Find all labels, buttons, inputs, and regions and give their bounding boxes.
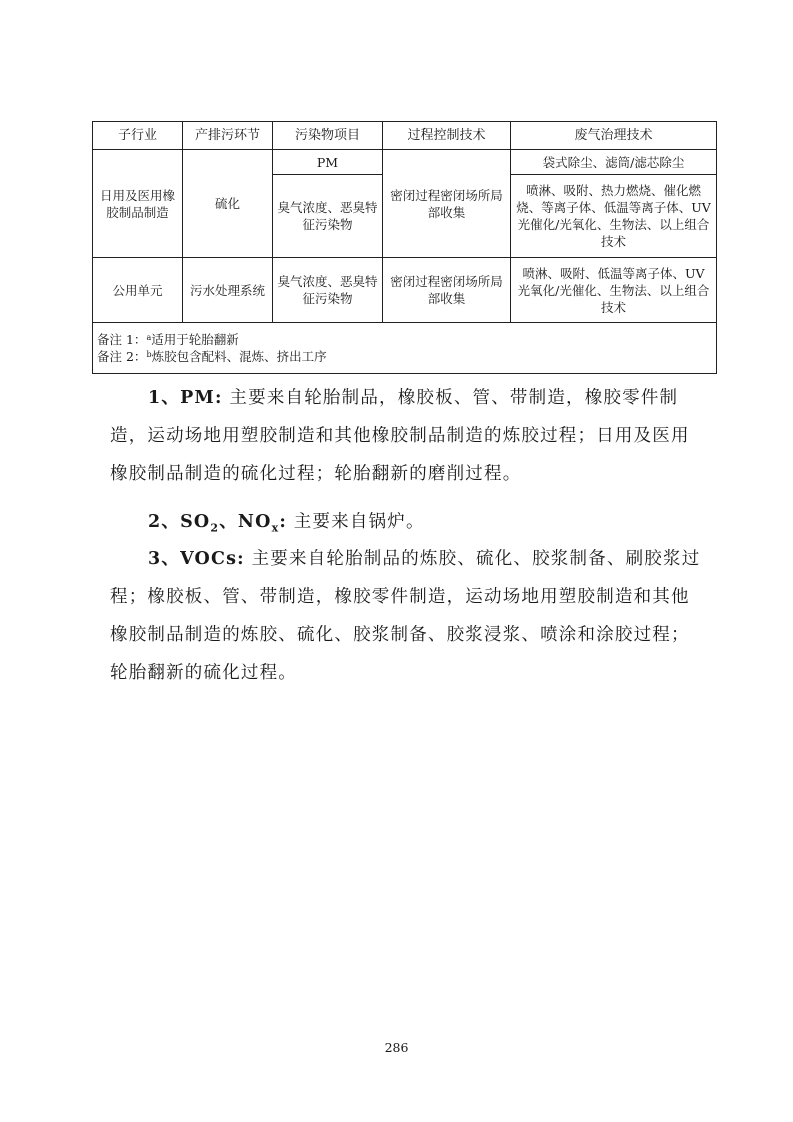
- cell-item: 臭气浓度、恶臭特征污染物: [273, 258, 383, 323]
- note-2-prefix: 备注 2：: [97, 349, 147, 364]
- cell-control: 密闭过程密闭场所局部收集: [383, 258, 511, 323]
- pollution-control-table: [92, 121, 717, 374]
- table-row: [93, 150, 717, 175]
- paragraph-vocs-label: 3、VOCs:: [148, 549, 245, 569]
- note-1-prefix: 备注 1：: [97, 332, 147, 347]
- note-2-text: 炼胶包含配料、混炼、挤出工序: [151, 349, 327, 364]
- note-2: [97, 348, 712, 365]
- table-notes: [93, 323, 717, 374]
- pollution-control-table-container: [92, 121, 716, 374]
- header-control-tech: 过程控制技术: [383, 122, 511, 150]
- header-sub-industry: 子行业: [93, 122, 183, 150]
- cell-pm-treatment: 袋式除尘、滤筒/滤芯除尘: [511, 150, 717, 175]
- paragraph-pm-text: 主要来自轮胎制品，橡胶板、管、带制造，橡胶零件制造，运动场地用塑胶制造和其他橡胶制品制造的炼胶过程；日用及医用橡胶制品制造的硫化过程；轮胎翻新的磨削过程。: [110, 388, 690, 484]
- paragraph-so2-nox-text: 主要来自锅炉。: [287, 512, 425, 532]
- header-pollutant: 污染物项目: [273, 122, 383, 150]
- cell-sub-industry: 日用及医用橡胶制品制造: [93, 150, 183, 258]
- paragraph-so2-nox-label: 2、$SO_2$、$NO_x$:: [148, 512, 287, 535]
- note-2-marker: b: [146, 350, 152, 359]
- paragraph-pm: [110, 379, 702, 493]
- cell-treatment: 喷淋、吸附、低温等离子体、UV 光氧化/光催化、生物法、以上组合技术: [511, 258, 717, 323]
- cell-sub-industry: 公用单元: [93, 258, 183, 323]
- note-1: [97, 331, 712, 348]
- note-1-text: 适用于轮胎翻新: [151, 332, 239, 347]
- paragraph-vocs-text: 主要来自轮胎制品的炼胶、硫化、胶浆制备、刷胶浆过程；橡胶板、管、带制造，橡胶零件制造，运动场地用塑胶制造和其他橡胶制品制造的炼胶、硫化、胶浆制备、胶浆浸浆、喷涂和涂胶过程；轮胎翻新的硫化过程。: [110, 549, 701, 683]
- cell-pm-item: PM: [273, 150, 383, 175]
- header-process: 产排污环节: [183, 122, 273, 150]
- page-number: 286: [384, 1040, 409, 1055]
- table-row: [93, 258, 717, 323]
- cell-control: 密闭过程密闭场所局部收集: [383, 150, 511, 258]
- cell-odor-treatment: 喷淋、吸附、热力燃烧、催化燃烧、等离子体、低温等离子体、UV 光催化/光氧化、生物法、以上组合技术: [511, 175, 717, 258]
- cell-odor-item: 臭气浓度、恶臭特征污染物: [273, 175, 383, 258]
- header-treatment-tech: 废气治理技术: [511, 122, 717, 150]
- note-1-marker: a: [146, 333, 152, 342]
- table-notes-row: [93, 323, 717, 374]
- paragraph-pm-label: 1、PM:: [148, 388, 223, 408]
- table-header-row: [93, 122, 717, 150]
- cell-process: 硫化: [183, 150, 273, 258]
- cell-process: 污水处理系统: [183, 258, 273, 323]
- paragraph-vocs: [110, 540, 702, 692]
